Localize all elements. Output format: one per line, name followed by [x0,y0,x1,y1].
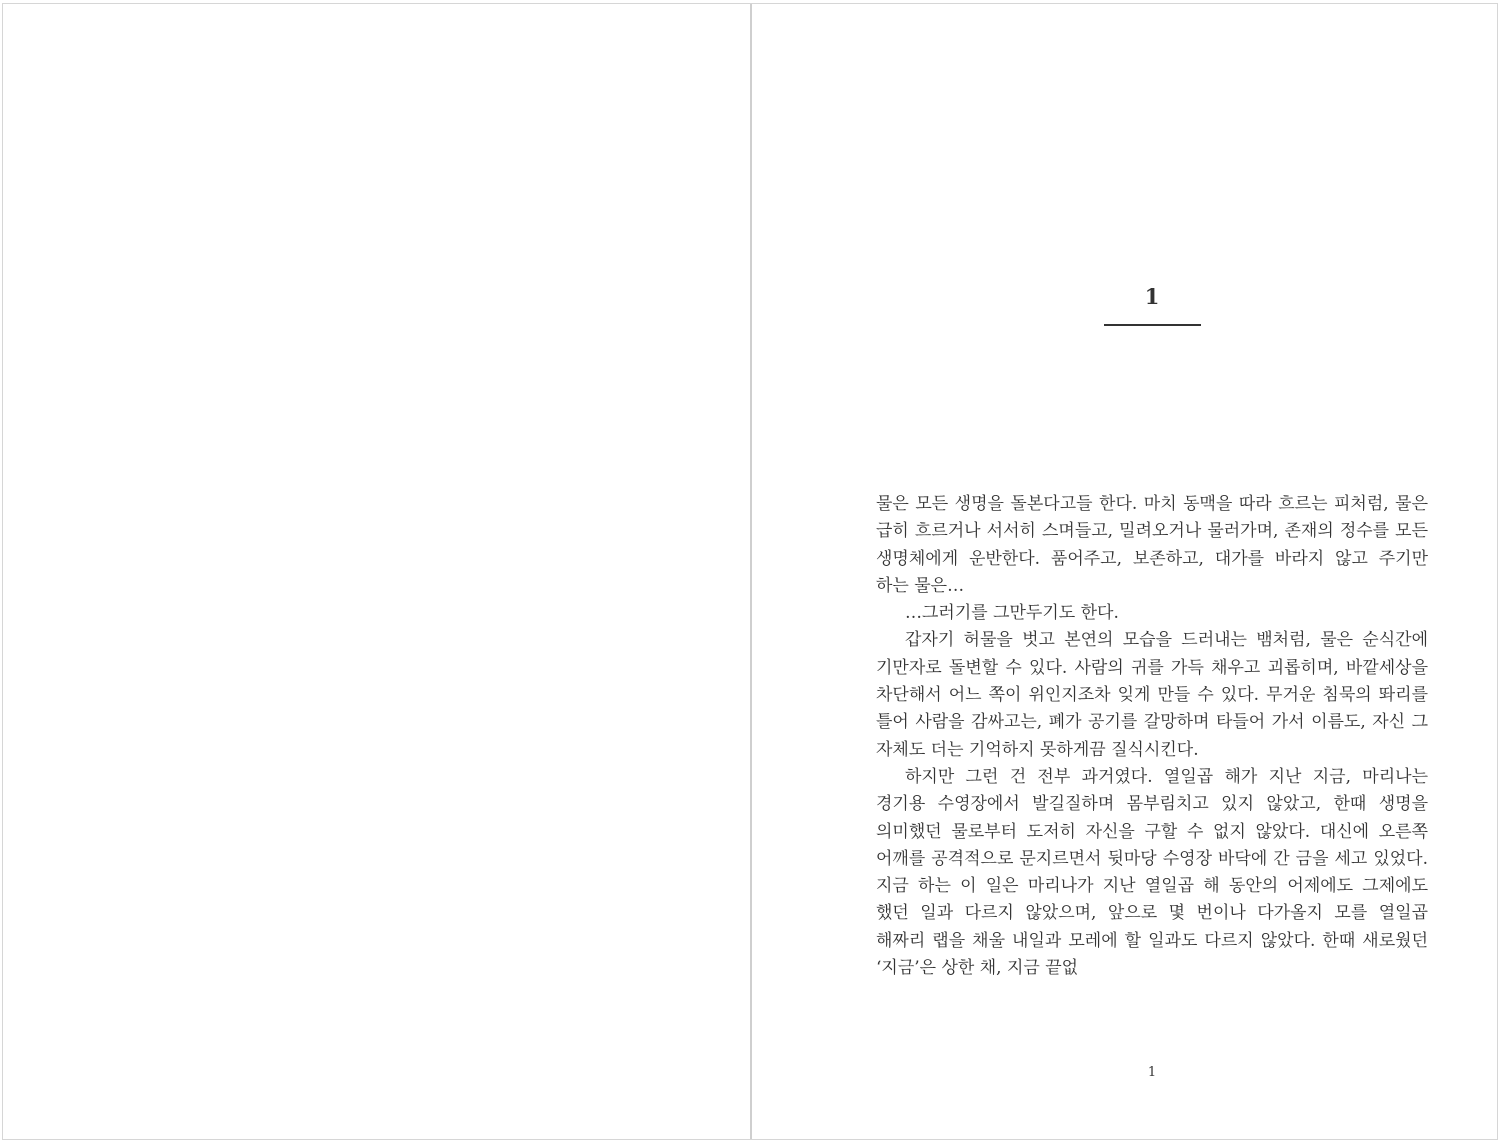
chapter-rule [1104,324,1201,326]
right-page [752,4,1497,1139]
paragraph: 갑자기 허물을 벗고 본연의 모습을 드러내는 뱀처럼, 물은 순식간에 기만자로 돌변할 수 있다. 사람의 귀를 가득 채우고 괴롭히며, 바깥세상을 차단해서 어느 쪽이 위인지조차 잊게 만들 수 있다. 무거운 침묵의 똬리를 틀어 사람을 감싸고는, 폐가 공기를 갈망하며 타들어 가서 이름도, 자신 그 자체도 더는 기억하지 못하게끔 질식시킨다. [876,630,1428,760]
left-page-blank [3,4,750,1139]
page-number: 1 [1147,1065,1157,1080]
book-spread [2,3,1498,1140]
body-text [876,491,1428,982]
chapter-number: 1 [1144,284,1160,309]
paragraph: …그러기를 그만두기도 한다. [905,603,1119,624]
paragraph: 물은 모든 생명을 돌본다고들 한다. 마치 동맥을 따라 흐르는 피처럼, 물은 급히 흐르거나 서서히 스며들고, 밀려오거나 물러가며, 존재의 정수를 모든 생명체에게 운반한다. 품어주고, 보존하고, 대가를 바라지 않고 주기만 하는 물은… [876,494,1428,596]
paragraph: 하지만 그런 건 전부 과거였다. 열일곱 해가 지난 지금, 마리나는 경기용 수영장에서 발길질하며 몸부림치고 있지 않았고, 한때 생명을 의미했던 물로부터 도저히 자신을 구할 수 없지 않았다. 대신에 오른쪽 어깨를 공격적으로 문지르면서 뒷마당 수영장 바닥에 간 금을 세고 있었다. 지금 하는 이 일은 마리나가 지난 열일곱 해 동안의 어제에도 그제에도 했던 일과 다르지 않았으며, 앞으로 몇 번이나 다가올지 모를 열일곱 해짜리 랩을 채울 내일과 모레에 할 일과도 다르지 않았다. 한때 새로웠던 ‘지금’은 상한 채, 지금 끝없 [876,766,1428,979]
